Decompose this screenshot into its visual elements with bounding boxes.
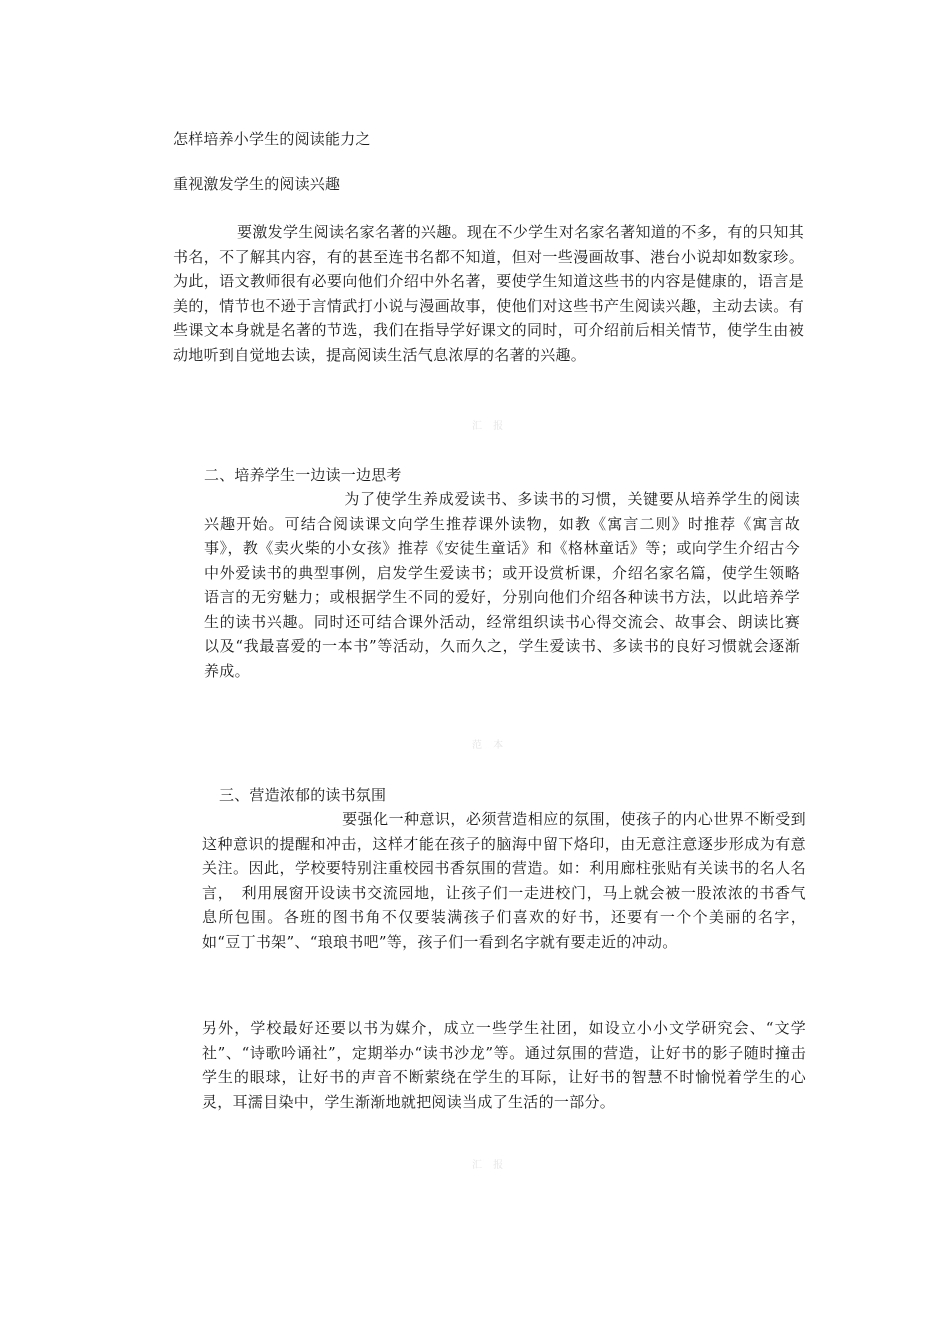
section3-heading: 三、营造浓郁的读书氛围: [219, 786, 387, 804]
paragraph-4-text: 另外，学校最好还要以书为媒介，成立一些学生社团，如设立小小文学研究会、“文学社”、“诗歌吟诵社”，定期举办“读书沙龙”等。通过氛围的营造，让好书的影子随时撞击学生的眼球，让好书的声音不断萦绕在学生的耳际，让好书的智慧不时愉悦着学生的心灵，耳濡目染中，学生渐渐地就把阅读当成了生活的一部分。: [202, 1019, 806, 1111]
paragraph-2-text: 为了使学生养成爱读书、多读书的习惯，关键要从培养学生的阅读兴趣开始。可结合阅读课文向学生推荐课外读物，如教《寓言二则》时推荐《寓言故事》，教《卖火柴的小女孩》推荐《安徒生童话》和《格林童话》等；或向学生介绍古今中外爱读书的典型事例，启发学生爱读书；或开设赏析课，介绍名家名篇，使学生领略语言的无穷魅力；或根据学生不同的爱好，分别向他们介绍各种读书方法，以此培养学生的读书兴趣。同时还可结合课外活动，经常组织读书心得交流会、故事会、朗读比赛以及“我最喜爱的一本书”等活动，久而久之，学生爱读书、多读书的良好习惯就会逐渐养成。: [204, 490, 800, 680]
paragraph-2: [204, 487, 800, 683]
paragraph-4: [202, 1016, 806, 1114]
paragraph-1-text: 要激发学生阅读名家名著的兴趣。现在不少学生对名家名著知道的不多，有的只知其书名，不了解其内容，有的甚至连书名都不知道，但对一些漫画故事、港台小说却如数家珍。为此，语文教师很有必要向他们介绍中外名著，要使学生知道这些书的内容是健康的，语言是美的，情节也不逊于言情武打小说与漫画故事，使他们对这些书产生阅读兴趣，主动去读。有些课文本身就是名著的节选，我们在指导学好课文的同时，可介绍前后相关情节，使学生由被动地听到自觉地去读，提高阅读生活气息浓厚的名著的兴趣。: [173, 223, 804, 364]
section1-heading: 重视激发学生的阅读兴趣: [173, 175, 341, 193]
paragraph-3: [202, 807, 806, 954]
paragraph-3-text: 要强化一种意识，必须营造相应的氛围，使孩子的内心世界不断受到这种意识的提醒和冲击，这样才能在孩子的脑海中留下烙印，由无意注意逐步形成为有意关注。因此，学校要特别注重校园书香氛围的营造。如：利用廊柱张贴有关读书的名人名言， 利用展窗开设读书交流园地，让孩子们一走进校门，马上就会被一股浓浓的书香气息所包围。各班的图书角不仅要装满孩子们喜欢的好书，还要有一个个美丽的名字，如“豆丁书架”、“琅琅书吧”等，孩子们一看到名字就有要走近的冲动。: [202, 810, 806, 951]
watermark-3: 汇 报: [472, 1160, 508, 1171]
document-title: 怎样培养小学生的阅读能力之: [173, 130, 371, 148]
paragraph-1: [173, 220, 804, 367]
section2-heading: 二、培养学生一边读一边思考: [204, 466, 402, 484]
watermark-2: 范 本: [472, 740, 508, 751]
watermark-1: 汇 报: [472, 421, 508, 432]
